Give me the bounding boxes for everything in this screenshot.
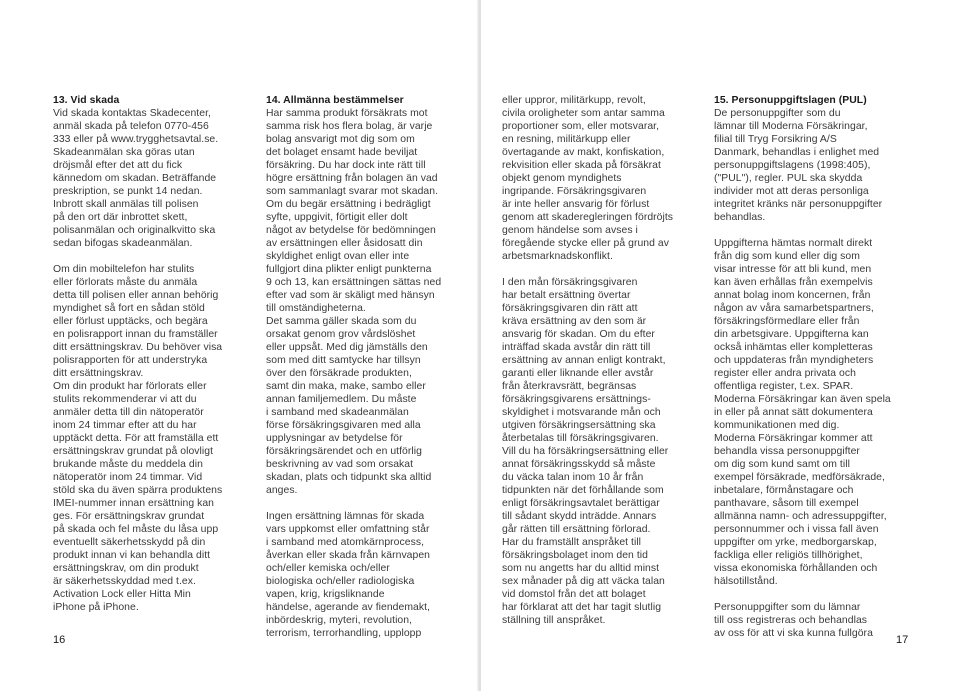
text-line: vissa ekonomiska förhållanden och — [714, 563, 878, 574]
text-line: De personuppgifter som du — [714, 108, 841, 119]
text-line: stöld ska du även spärra produktens — [53, 485, 223, 496]
text-line: ansvarig för skadan. Om du efter — [502, 329, 655, 340]
text-line: från dig som kund eller dig som — [714, 251, 860, 262]
text-line: upplysningar av betydelse för — [266, 433, 403, 444]
text-line: eventuellt säkerhetsskydd på din — [53, 537, 206, 548]
section-14-para-1 — [266, 107, 478, 497]
text-line: preskription, se punkt 14 nedan. — [53, 186, 203, 197]
text-line: kräva ersättning av den som är — [502, 316, 647, 327]
section-15-heading: 15. Personuppgiftslagen (PUL) — [714, 95, 867, 106]
column-3 — [502, 94, 708, 627]
text-line: Om du begär ersättning i bedrägligt — [266, 199, 431, 210]
text-line: skyldighet i motsvarande mån och — [502, 407, 661, 418]
text-line: vars uppkomst eller omfattning står — [266, 524, 430, 535]
text-line: eller uppsåt. Med dig jämställs den — [266, 342, 428, 353]
text-line: går rätten till ersättning förlorad. — [502, 524, 651, 535]
text-line: anmäl skada på telefon 0770-456 — [53, 121, 209, 132]
text-line: från återkravsrätt, begränsas — [502, 381, 637, 392]
text-line: högre ersättning från bolagen än vad — [266, 173, 438, 184]
text-line: eller förlust upptäcks, och begära — [53, 316, 208, 327]
text-line: uppgifter om yrke, medborgarskap, — [714, 537, 877, 548]
column-1 — [53, 94, 253, 614]
text-line: myndighet så fort en sådan stöld — [53, 303, 205, 314]
text-line: anmäler detta till din nätoperatör — [53, 407, 204, 418]
text-line: vid domstol från det att bolaget — [502, 589, 646, 600]
text-line: inträffad skada avstår din rätt till — [502, 342, 651, 353]
text-line: orsakat genom grov vårdslöshet — [266, 329, 416, 340]
text-line: ingripande. Försäkringsgivaren — [502, 186, 647, 197]
text-line: Activation Lock eller Hitta Min — [53, 589, 191, 600]
text-line: förse försäkringsgivaren med alla — [266, 420, 421, 431]
section-15-para-3 — [714, 601, 920, 640]
text-line: om dig som kund samt om till — [714, 459, 850, 470]
text-line: som med ditt samtycke har tillsyn — [266, 355, 421, 366]
text-line: över den försäkrade produkten, — [266, 368, 412, 379]
text-line: inbördeskrig, myteri, revolution, — [266, 615, 413, 626]
text-line: av ersättningen eller åsidosatt din — [266, 238, 423, 249]
text-line: annat bolag inom koncernen, från — [714, 290, 871, 301]
text-line: har förklarat att det har tagit slutlig — [502, 602, 662, 613]
text-line: Om din produkt har förlorats eller — [53, 381, 207, 392]
text-line: detta till polisen eller annan behörig — [53, 290, 219, 301]
text-line: vapen, krig, krigsliknande — [266, 589, 385, 600]
text-line: syfte, uppgivit, förtigit eller dolt — [266, 212, 408, 223]
text-line: också inhämtas eller kompletteras — [714, 342, 873, 353]
text-line: Personuppgifter som du lämnar — [714, 602, 861, 613]
text-line: Danmark, behandlas i enlighet med — [714, 147, 880, 158]
text-line: proportioner som, eller motsvarar, — [502, 121, 660, 132]
text-line: Vid skada kontaktas Skadecenter, — [53, 108, 211, 119]
text-line: stulits rekommenderar vi att du — [53, 394, 197, 405]
text-line: ditt ersättningskrav. Du behöver visa — [53, 342, 223, 353]
text-line: försäkringsärendet och en utförlig — [266, 446, 422, 457]
text-line: ges. För ersättningskrav grundat — [53, 511, 205, 522]
text-line: biologiska och/eller radiologiska — [266, 576, 415, 587]
text-line: personuppgiftslagens (1998:405), — [714, 160, 871, 171]
text-line: inom 24 timmar efter att du har — [53, 420, 197, 431]
text-line: allmänna namn- och adressuppgifter, — [714, 511, 887, 522]
text-line: ställning till anspråket. — [502, 615, 606, 626]
section-13-heading: 13. Vid skada — [53, 95, 120, 106]
text-line: kännedom om skadan. Beträffande — [53, 173, 217, 184]
text-line: offentliga register, t.ex. SPAR. — [714, 381, 854, 392]
text-line: försäkringsgivaren din rätt att — [502, 303, 638, 314]
text-line: skadan, plats och tidpunkt ska alltid — [266, 472, 432, 483]
text-line: lämnar till Moderna Försäkringar, — [714, 121, 868, 132]
text-line: objekt genom myndighets — [502, 173, 622, 184]
text-line: personnummer och i vissa fall även — [714, 524, 879, 535]
text-line: en polisrapport innan du framställer — [53, 329, 218, 340]
text-line: Vill du ha försäkringsersättning eller — [502, 446, 669, 457]
text-line: som nu angetts har du alltid minst — [502, 563, 660, 574]
text-line: rekvisition eller skada på försäkrat — [502, 160, 661, 171]
text-line: övertagande av makt, konfiskation, — [502, 147, 665, 158]
text-line: utgiven försäkringsersättning ska — [502, 420, 656, 431]
text-line: ersättning av annan enligt kontrakt, — [502, 355, 666, 366]
text-line: Ingen ersättning lämnas för skada — [266, 511, 425, 522]
text-line: Om din mobiltelefon har stulits — [53, 264, 195, 275]
text-line: Har du framställt anspråket till — [502, 537, 642, 548]
text-line: sedan bifogas skadeanmälan. — [53, 238, 193, 249]
text-line: Det samma gäller skada som du — [266, 316, 417, 327]
text-line: samt din maka, make, sambo eller — [266, 381, 426, 392]
text-line: till sådant skydd inträdde. Annars — [502, 511, 657, 522]
text-line: anges. — [266, 485, 298, 496]
page-number-left: 16 — [53, 634, 66, 646]
text-line: civila oroligheter som antar samma — [502, 108, 665, 119]
text-line: en resning, militärkupp eller — [502, 134, 631, 145]
text-line: ("PUL"), regler. PUL ska skydda — [714, 173, 863, 184]
text-line: genom att skaderegleringen fördröjts — [502, 212, 674, 223]
text-line: är säkerhetsskyddad med t.ex. — [53, 576, 196, 587]
section-13-para-2 — [53, 263, 253, 614]
text-line: och/eller kemiska och/eller — [266, 563, 390, 574]
text-line: kan även erhållas från exempelvis — [714, 277, 873, 288]
text-line: garanti eller liknande eller avstår — [502, 368, 654, 379]
text-line: eller förlorats måste du anmäla — [53, 277, 198, 288]
text-line: produkt innan vi kan behandla ditt — [53, 550, 211, 561]
text-line: till oss registreras och behandlas — [714, 615, 868, 626]
section-14-heading: 14. Allmänna bestämmelser — [266, 95, 404, 106]
paragraph-gap — [714, 224, 920, 237]
text-line: filial till Tryg Forsikring A/S — [714, 134, 837, 145]
text-line: sex månader på dig att väcka talan — [502, 576, 665, 587]
column-2 — [266, 94, 478, 640]
text-line: inbetalare, förmånstagare och — [714, 485, 854, 496]
section-14-para-2 — [266, 510, 478, 640]
text-line: Uppgifterna hämtas normalt direkt — [714, 238, 873, 249]
paragraph-gap — [53, 250, 253, 263]
text-line: Skadeanmälan ska göras utan — [53, 147, 195, 158]
text-line: samma risk hos flera bolag, är varje — [266, 121, 433, 132]
text-line: integritet kränks när personuppgifter — [714, 199, 883, 210]
text-line: ditt ersättningskrav. — [53, 368, 144, 379]
text-line: skyldighet enligt ovan eller inte — [266, 251, 410, 262]
text-line: kommunikationen med dig. — [714, 420, 840, 431]
text-line: nätoperatör inom 24 timmar. Vid — [53, 472, 203, 483]
text-line: på skada och fel måste du låsa upp — [53, 524, 219, 535]
text-line: 9 och 13, kan ersättningen sättas ned — [266, 277, 442, 288]
text-line: 333 eller på www.trygghetsavtal.se. — [53, 134, 219, 145]
text-line: tidpunkten när det förhållande som — [502, 485, 664, 496]
left-page — [0, 0, 479, 691]
section-13-para-1 — [53, 107, 253, 250]
text-line: händelse, agerande av fiendemakt, — [266, 602, 430, 613]
text-line: i samband med skadeanmälan — [266, 407, 409, 418]
text-line: är inte heller ansvarig för förlust — [502, 199, 650, 210]
text-line: på den ort där inbrottet skett, — [53, 212, 188, 223]
text-line: beskrivning av vad som orsakat — [266, 459, 414, 470]
text-line: polisanmälan och originalkvitto ska — [53, 225, 216, 236]
text-line: brukande måste du meddela din — [53, 459, 203, 470]
text-line: som sammanlagt svarar mot skadan. — [266, 186, 439, 197]
text-line: exempel försäkrade, medförsäkrade, — [714, 472, 885, 483]
text-line: ersättningskrav grundat på olovligt — [53, 446, 214, 457]
text-line: dröjsmål efter det att du fick — [53, 160, 183, 171]
text-line: försäkring. Du har dock inte rätt till — [266, 160, 426, 171]
text-line: Moderna Försäkringar kommer att — [714, 433, 873, 444]
paragraph-gap — [714, 588, 920, 601]
text-line: din arbetsgivare. Uppgifterna kan — [714, 329, 869, 340]
column-4 — [714, 94, 920, 640]
text-line: iPhone på iPhone. — [53, 602, 139, 613]
text-line: det bolaget ensamt hade beviljat — [266, 147, 418, 158]
paragraph-gap — [502, 263, 708, 276]
page-number-right: 17 — [896, 634, 909, 646]
text-line: av oss för att vi ska kunna fullgöra — [714, 628, 873, 639]
text-line: panthavare, såsom till exempel — [714, 498, 859, 509]
section-15-para-2 — [714, 237, 920, 588]
text-line: fullgjort dina plikter enligt punkterna — [266, 264, 432, 275]
text-line: in eller på annat sätt dokumentera — [714, 407, 873, 418]
text-line: eller uppror, militärkupp, revolt, — [502, 95, 646, 106]
text-line: genom händelse som avses i — [502, 225, 638, 236]
text-line: och uppdateras från myndigheters — [714, 355, 874, 366]
text-line: föregående stycke eller på grund av — [502, 238, 669, 249]
text-line: behandla vissa personuppgifter — [714, 446, 860, 457]
text-line: till omständigheterna. — [266, 303, 366, 314]
paragraph-gap — [266, 497, 478, 510]
text-line: Moderna Försäkringar kan även spela — [714, 394, 891, 405]
text-line: har betalt ersättning övertar — [502, 290, 631, 301]
text-line: Har samma produkt försäkrats mot — [266, 108, 428, 119]
text-line: återbetalas till försäkringsgivaren. — [502, 433, 659, 444]
text-line: Inbrott skall anmälas till polisen — [53, 199, 199, 210]
text-line: fackliga eller religiös tillhörighet, — [714, 550, 863, 561]
text-line: du väcka talan inom 10 år från — [502, 472, 644, 483]
text-line: annan familjemedlem. Du måste — [266, 394, 417, 405]
text-line: åverkan eller skada från kärnvapen — [266, 550, 431, 561]
text-line: register eller andra privata och — [714, 368, 856, 379]
text-line: efter vad som är skäligt med hänsyn — [266, 290, 435, 301]
text-line: individer mot att deras personliga — [714, 186, 869, 197]
text-line: enligt försäkringsavtalet berättigar — [502, 498, 660, 509]
text-line: upptäckt detta. För att framställa ett — [53, 433, 219, 444]
text-line: hälsotillstånd. — [714, 576, 778, 587]
text-line: bolag ansvarigt mot dig som om — [266, 134, 415, 145]
text-line: ersättningskrav, om din produkt — [53, 563, 199, 574]
text-line: någon av våra samarbetspartners, — [714, 303, 874, 314]
text-line: arbetsmarknadskonflikt. — [502, 251, 613, 262]
text-line: polisrapporten för att understryka — [53, 355, 208, 366]
section-15-para-1 — [714, 107, 920, 224]
text-line: terrorism, terrorhandling, upplopp — [266, 628, 422, 639]
text-line: försäkringsbolaget inom den tid — [502, 550, 648, 561]
section-14-cont-para-1 — [502, 94, 708, 263]
text-line: i samband med atomkärnprocess, — [266, 537, 425, 548]
section-14-cont-para-2 — [502, 276, 708, 627]
text-line: behandlas. — [714, 212, 766, 223]
text-line: I den mån försäkringsgivaren — [502, 277, 638, 288]
text-line: IMEI-nummer innan ersättning kan — [53, 498, 214, 509]
text-line: något av betydelse för bedömningen — [266, 225, 436, 236]
text-line: försäkringsförmedlare eller från — [714, 316, 860, 327]
text-line: annat försäkringsskydd så måste — [502, 459, 656, 470]
text-line: försäkringsgivarens ersättnings- — [502, 394, 651, 405]
text-line: visar intresse för att bli kund, men — [714, 264, 872, 275]
